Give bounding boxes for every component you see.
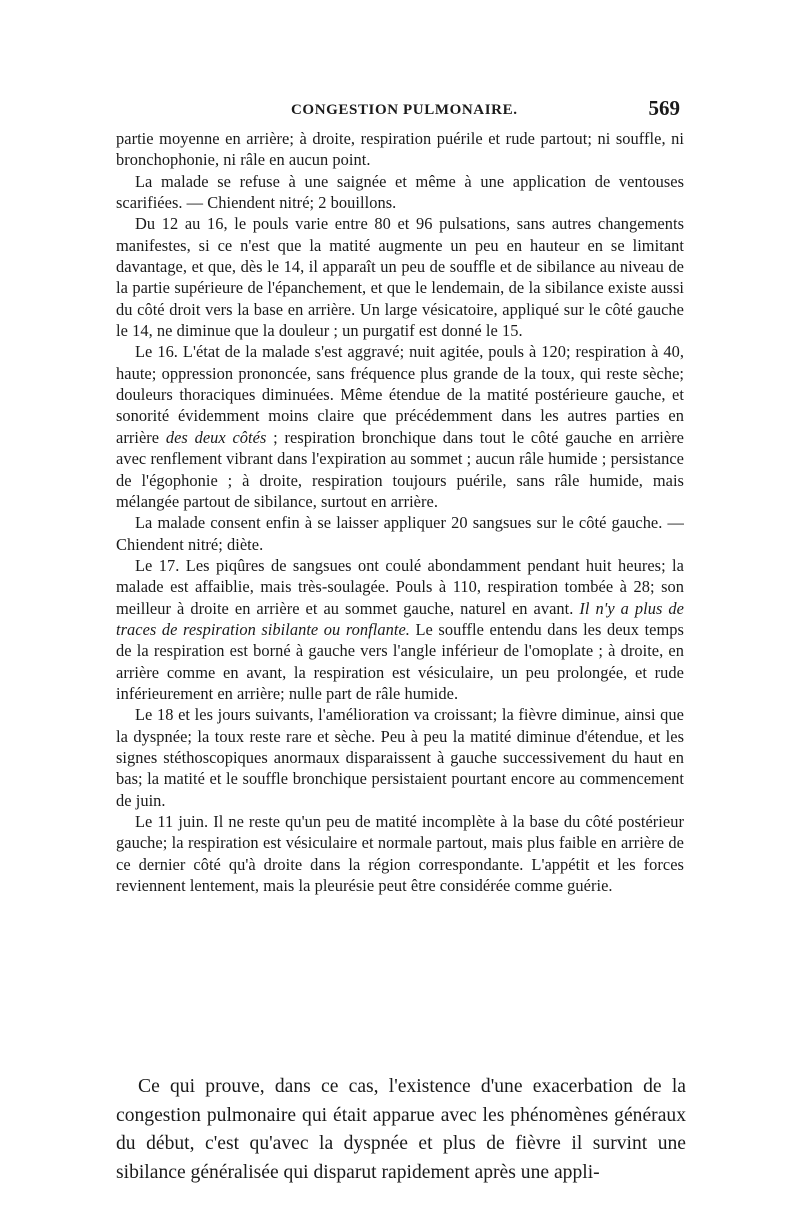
paragraph-1 xyxy=(116,171,684,214)
paragraph-3-italic: des deux côtés xyxy=(165,427,267,447)
conclusion-paragraph: Ce qui prouve, dans ce cas, l'existence d'une exacerbation de la congestion pulmonaire qui était apparue avec les phénomènes généraux du début, c'est qu'avec la dyspnée et plus de fièvre il survint une sibilance généralisée qui disparut rapidement après une appli- xyxy=(116,1076,686,1183)
paragraph-2-text: Du 12 au 16, le pouls varie entre 80 et 96 pulsations, sans autres changements manifestes, si ce n'est que la matité augmente un peu en hauteur en se limitant davantage, et que, dès le 14, il apparaît un peu de souffle et de sibilance au niveau de la partie supérieure de l'épanchement, et que le lendemain, de la sibilance existe aussi du côté droit vers la base en arrière. Un large vésicatoire, appliqué sur le côté gauche le 14, ne diminue que la douleur ; un purgatif est donné le 15. xyxy=(116,214,684,341)
running-head xyxy=(116,96,684,126)
paragraph-7 xyxy=(116,811,684,896)
paragraph-1-text: La malade se refuse à une saignée et même à une application de ventouses scarifiées. — Chiendent nitré; 2 bouillons. xyxy=(116,171,684,213)
paragraph-5-italic: Il n'y a plus de traces de respiration sibilante ou ronflante. xyxy=(116,598,684,639)
paragraph-4-text: La malade consent enfin à se laisser appliquer 20 sangsues sur le côté gauche. — Chiendent nitré; diète. xyxy=(116,513,684,554)
paragraph-2 xyxy=(116,213,684,341)
paragraph-0 xyxy=(116,128,684,171)
paragraph-0-text: partie moyenne en arrière; à droite, respiration puérile et rude partout; ni souffle, ni bronchophonie, ni râle en aucun point. xyxy=(116,129,684,170)
paragraph-5-text-b: Le souffle entendu dans les deux temps de la respiration est borné à gauche vers l'angle inférieur de l'omoplate ; à droite, en arrière comme en avant, la respiration est vésiculaire, un peu prolongée, et rude inférieurement en arrière; nulle part de râle humide. xyxy=(116,619,684,703)
paragraph-3-text-b: ; respiration bronchique dans tout le côté gauche en arrière avec renflement vibrant dans l'expiration au sommet ; aucun râle humide ; persistance de l'égophonie ; à droite, respiration toujours puérile, sans râle humide, mais mélangée partout de sibilance, surtout en arrière. xyxy=(116,427,684,511)
paragraph-7-text: Le 11 juin. Il ne reste qu'un peu de matité incomplète à la base du côté postérieur gauche; la respiration est vésiculaire et normale partout, mais plus faible en arrière de ce dernier côté qu'à droite dans la région correspondante. L'appétit et les forces reviennent lentement, mais la pleurésie peut être considérée comme guérie. xyxy=(116,812,684,896)
body-text xyxy=(116,128,684,896)
paragraph-4 xyxy=(116,512,684,555)
conclusion-block xyxy=(116,1073,686,1187)
paragraph-5-text-a: Le 17. Les piqûres de sangsues ont coulé abondamment pendant huit heures; la malade est affaiblie, mais très-soulagée. Pouls à 110, respiration tombée à 28; son meilleur à droite en arrière et au sommet gauche, naturel en avant. xyxy=(116,555,684,618)
running-head-title: CONGESTION PULMONAIRE. xyxy=(291,102,518,118)
paragraph-3-text-a: Le 16. L'état de la malade s'est aggravé; nuit agitée, pouls à 120; respiration à 40, haute; oppression prononcée, sans fréquence plus grande de la toux, qui reste sèche; douleurs thoraciques diminuées. Même étendue de la matité postérieure gauche, et sonorité évidemment moins claire que précédemment dans les autres parties en arrière xyxy=(116,342,684,447)
paragraph-6-text: Le 18 et les jours suivants, l'amélioration va croissant; la fièvre diminue, ainsi que la dyspnée; la toux reste rare et sèche. Peu à peu la matité diminue d'étendue, et les signes stéthoscopiques anormaux disparaissent à gauche successivement du haut en bas; la matité et le souffle bronchique persistaient pourtant encore au commencement de juin. xyxy=(116,705,684,810)
paragraph-5 xyxy=(116,555,684,704)
paragraph-6 xyxy=(116,704,684,811)
page-number: 569 xyxy=(648,96,680,120)
paragraph-3 xyxy=(116,341,684,512)
